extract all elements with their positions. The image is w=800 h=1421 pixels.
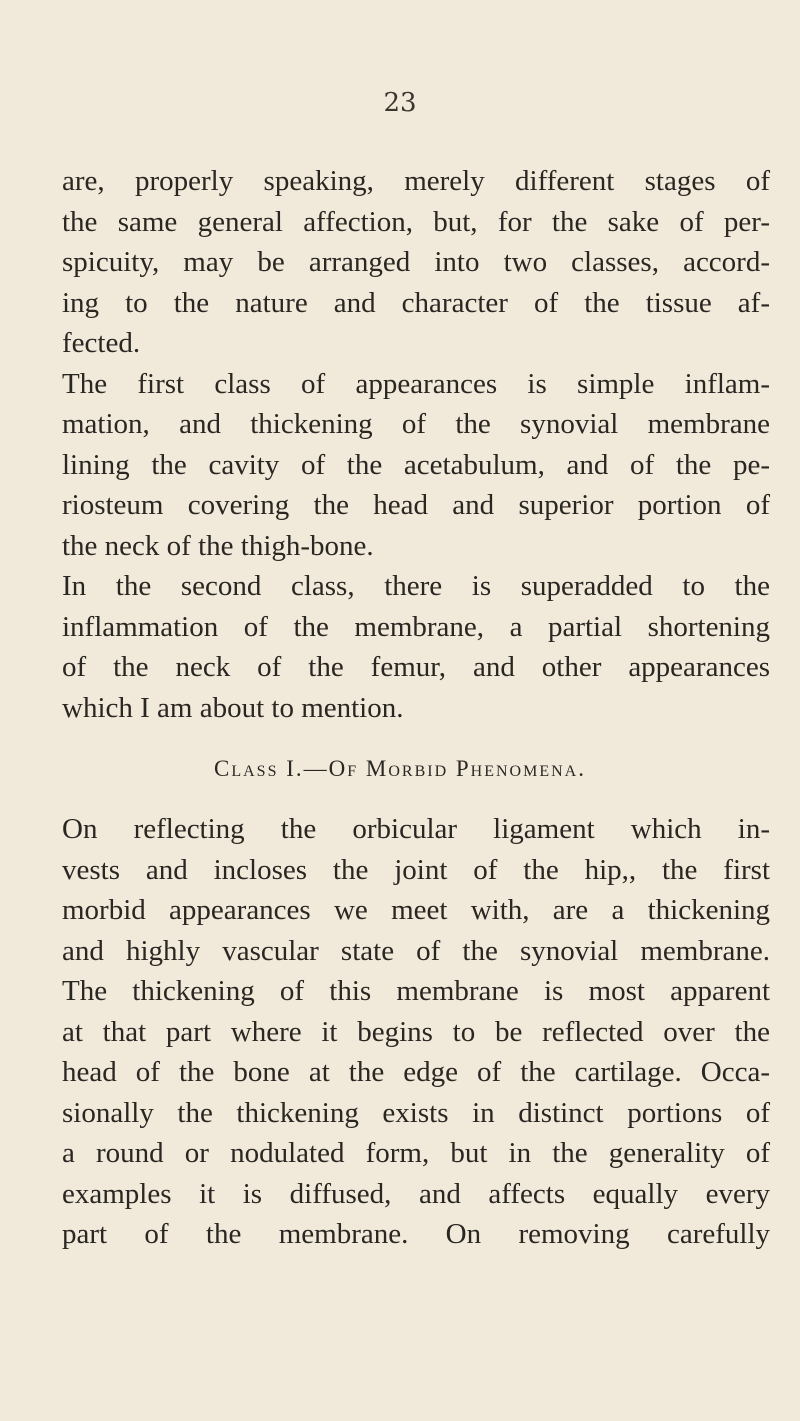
text-line: the same general affection, but, for the sake of per- xyxy=(62,206,770,238)
text-line: which I am about to mention. xyxy=(62,692,404,724)
text-line: of the neck of the femur, and other appearances xyxy=(62,651,770,683)
text-line: mation, and thickening of the synovial membrane xyxy=(62,408,770,440)
text-line: vests and incloses the joint of the hip,, the first xyxy=(62,854,770,886)
text-line: inflammation of the membrane, a partial shortening xyxy=(62,611,770,643)
text-line: The first class of appearances is simple inflam- xyxy=(62,368,770,400)
text-line: the neck of the thigh-bone. xyxy=(62,530,374,562)
text-line: part of the membrane. On removing carefully xyxy=(62,1218,770,1250)
text-line: morbid appearances we meet with, are a thickening xyxy=(62,894,770,926)
text-line: sionally the thickening exists in distinct portions of xyxy=(62,1097,770,1129)
text-line: fected. xyxy=(62,327,141,359)
page-number: 23 xyxy=(383,88,417,118)
text-line: riosteum covering the head and superior portion of xyxy=(62,489,770,521)
text-line: The thickening of this membrane is most apparent xyxy=(62,975,770,1007)
text-line: ing to the nature and character of the tissue af- xyxy=(62,287,770,319)
text-line: are, properly speaking, merely different stages of xyxy=(62,165,770,197)
section-heading: Class I.—Of Morbid Phenomena. xyxy=(214,756,586,781)
text-line: head of the bone at the edge of the cartilage. Occa- xyxy=(62,1056,770,1088)
text-line: at that part where it begins to be reflected over the xyxy=(62,1016,770,1048)
text-line: a round or nodulated form, but in the generality of xyxy=(62,1137,770,1169)
text-line: On reflecting the orbicular ligament which in- xyxy=(62,813,770,845)
text-line: and highly vascular state of the synovial membrane. xyxy=(62,935,770,967)
text-line: lining the cavity of the acetabulum, and of the pe- xyxy=(62,449,770,481)
text-line: In the second class, there is superadded to the xyxy=(62,570,770,602)
text-line: examples it is diffused, and affects equally every xyxy=(62,1178,770,1210)
text-line: spicuity, may be arranged into two classes, accord- xyxy=(62,246,770,278)
